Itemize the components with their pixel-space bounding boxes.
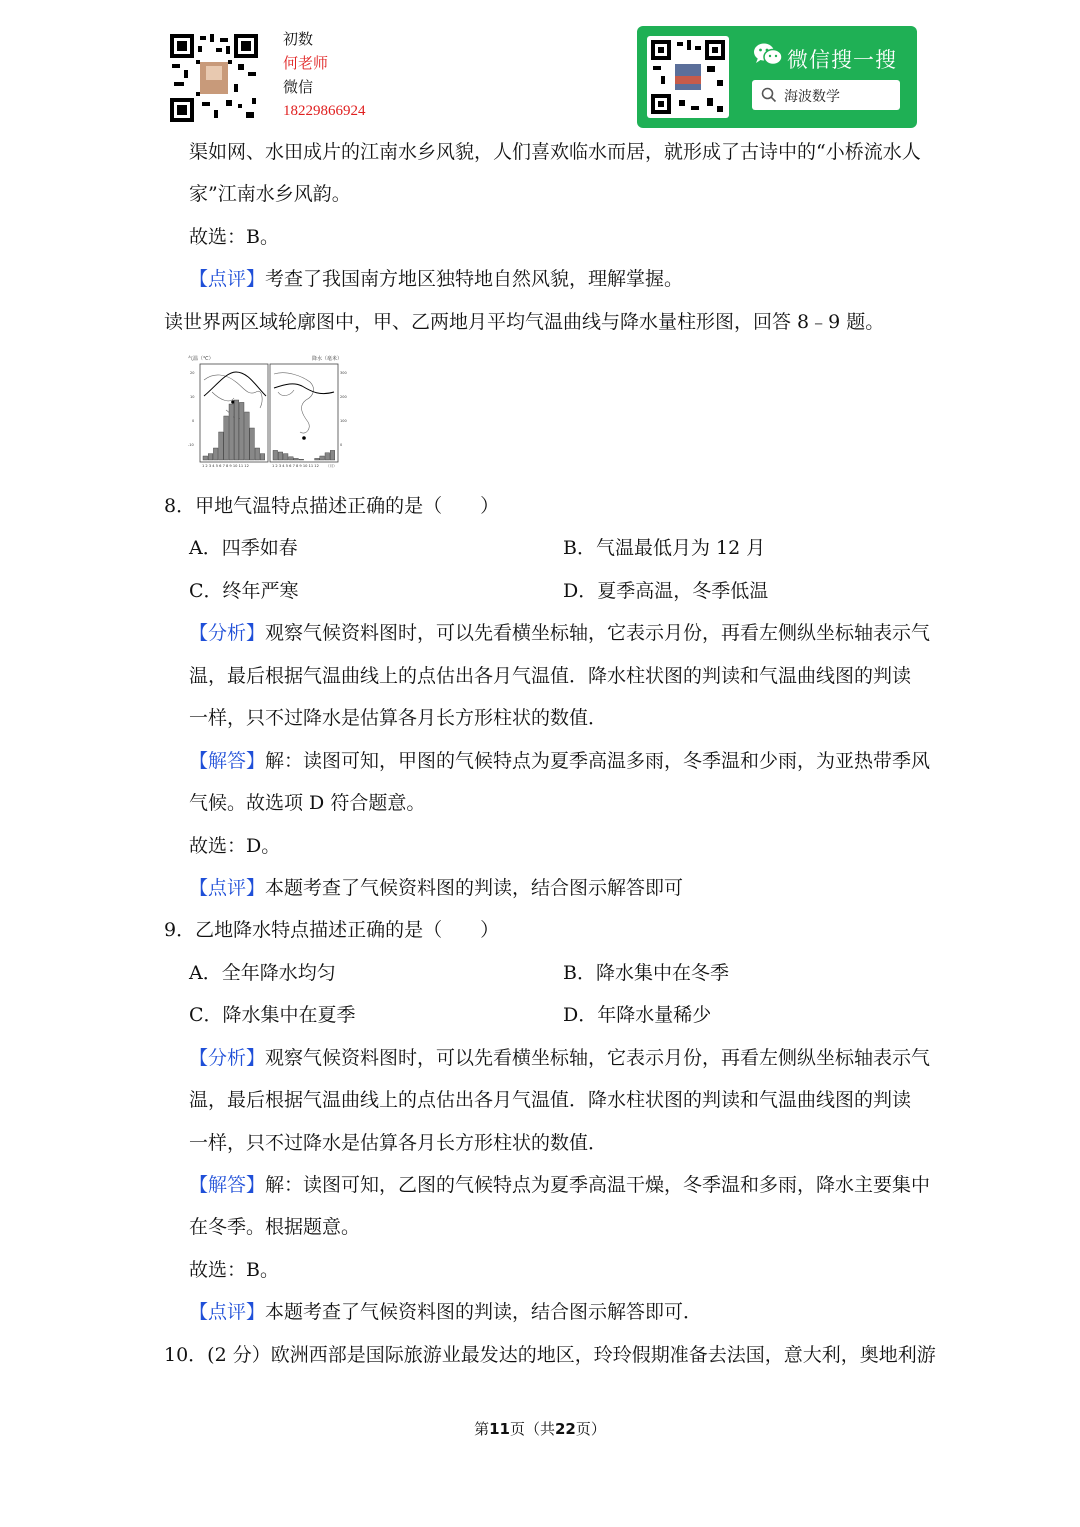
precip-bar bbox=[213, 448, 218, 460]
svg-text:10: 10 bbox=[190, 395, 195, 399]
q8-option-b[interactable]: B．气温最低月为 12 月 bbox=[563, 537, 766, 559]
precip-bar bbox=[208, 454, 213, 460]
q8-choice: 故选：D。 bbox=[189, 835, 281, 857]
q8-review bbox=[189, 875, 683, 901]
precip-bar bbox=[234, 400, 239, 460]
footer-suffix: 页） bbox=[575, 1420, 606, 1438]
analysis-text: 观察气候资料图时，可以先看横坐标轴，它表示月份，再看左侧纵坐标轴表示气 bbox=[265, 622, 931, 644]
left-precip-bars bbox=[203, 400, 265, 460]
q9-answer-line-1 bbox=[189, 1172, 930, 1198]
precip-bar bbox=[245, 412, 250, 460]
review-text: 本题考查了气候资料图的判读，结合图示解答即可． bbox=[265, 1301, 703, 1323]
climate-figure bbox=[186, 352, 356, 470]
p1-choice: 故选：B。 bbox=[189, 226, 279, 248]
wechat-search-text: 海波数学 bbox=[784, 89, 840, 105]
precip-bar bbox=[255, 448, 260, 460]
svg-text:100: 100 bbox=[340, 419, 347, 423]
precip-bar bbox=[260, 454, 265, 460]
q9-analysis-line-3: 一样，只不过降水是估算各月长方形柱状的数值． bbox=[189, 1132, 608, 1154]
q9-stem: 9．乙地降水特点描述正确的是（ ） bbox=[164, 919, 500, 941]
search-icon bbox=[761, 87, 777, 103]
right-precip-bars bbox=[273, 450, 335, 460]
precip-bar bbox=[330, 450, 335, 460]
q8-analysis-line-1 bbox=[189, 620, 930, 646]
precip-bar bbox=[250, 428, 255, 460]
q8-option-d[interactable]: D．夏季高温，冬季低温 bbox=[563, 580, 769, 602]
svg-text:0: 0 bbox=[340, 443, 343, 447]
q9-option-c[interactable]: C．降水集中在夏季 bbox=[189, 1004, 356, 1026]
analysis-tag: 【分析】 bbox=[189, 622, 266, 644]
wechat-search-banner[interactable] bbox=[637, 26, 917, 128]
q8-answer-line-2: 气候。故选项 D 符合题意。 bbox=[189, 792, 426, 814]
svg-text:0: 0 bbox=[192, 419, 195, 423]
page-number: 11 bbox=[489, 1420, 510, 1438]
precip-bar bbox=[320, 456, 325, 460]
answer-tag: 【解答】 bbox=[189, 1174, 266, 1196]
precip-bar bbox=[219, 432, 224, 460]
answer-text: 解：读图可知，乙图的气候特点为夏季高温干燥，冬季温和多雨，降水主要集中 bbox=[265, 1174, 931, 1196]
left-climate-panel bbox=[188, 364, 268, 462]
review-text: 考查了我国南方地区独特地自然风貌，理解掌握。 bbox=[265, 268, 684, 290]
q9-choice: 故选：B。 bbox=[189, 1259, 279, 1281]
right-axis-label: 降水（毫米） bbox=[312, 356, 343, 362]
contact-line-wechat: 微信 bbox=[283, 78, 314, 96]
figure-intro: 读世界两区域轮廓图中，甲、乙两地月平均气温曲线与降水量柱形图，回答 8﹣9 题。 bbox=[164, 311, 885, 333]
q8-analysis-line-3: 一样，只不过降水是估算各月长方形柱状的数值． bbox=[189, 707, 608, 729]
contact-qr-code bbox=[168, 32, 260, 124]
left-axis-label: 气温（℃） bbox=[188, 356, 214, 362]
precip-bar bbox=[229, 404, 234, 460]
analysis-text: 观察气候资料图时，可以先看横坐标轴，它表示月份，再看左侧纵坐标轴表示气 bbox=[265, 1047, 931, 1069]
q9-analysis-line-2: 温，最后根据气温曲线上的点估出各月气温值．降水柱状图的判读和气温曲线图的判读 bbox=[189, 1089, 912, 1111]
precip-bar bbox=[283, 454, 288, 460]
precip-bar bbox=[203, 456, 208, 460]
q8-analysis-line-2: 温，最后根据气温曲线上的点估出各月气温值．降水柱状图的判读和气温曲线图的判读 bbox=[189, 665, 912, 687]
analysis-tag: 【分析】 bbox=[189, 1047, 266, 1069]
svg-text:200: 200 bbox=[340, 395, 347, 399]
precip-bar bbox=[278, 452, 283, 460]
contact-line-phone: 18229866924 bbox=[283, 103, 366, 119]
q8-option-c[interactable]: C．终年严寒 bbox=[189, 580, 299, 602]
q10-stem-line-1: 10．(2 分）欧洲西部是国际旅游业最发达的地区，玲玲假期准备去法国，意大利，奥地利游 bbox=[164, 1344, 936, 1366]
precip-bar bbox=[273, 450, 278, 460]
q8-stem: 8．甲地气温特点描述正确的是（ ） bbox=[164, 495, 500, 517]
review-tag: 【点评】 bbox=[189, 877, 266, 899]
review-text: 本题考查了气候资料图的判读，结合图示解答即可 bbox=[265, 877, 684, 899]
review-tag: 【点评】 bbox=[189, 1301, 266, 1323]
q9-analysis-line-1 bbox=[189, 1045, 930, 1071]
left-month-ticks: 1 2 3 4 5 6 7 8 9 10 11 12 bbox=[202, 464, 249, 468]
q9-answer-line-2: 在冬季。根据题意。 bbox=[189, 1216, 361, 1238]
q9-review bbox=[189, 1299, 702, 1325]
p1-review bbox=[189, 266, 683, 292]
precip-bar bbox=[325, 453, 330, 460]
review-tag: 【点评】 bbox=[189, 268, 266, 290]
precip-bar bbox=[315, 458, 320, 460]
page-footer bbox=[0, 1418, 1080, 1439]
q8-option-a[interactable]: A．四季如春 bbox=[189, 537, 298, 559]
answer-tag: 【解答】 bbox=[189, 750, 266, 772]
wechat-search-title: 微信搜一搜 bbox=[787, 48, 897, 72]
precip-bar bbox=[294, 458, 299, 460]
wechat-search-input[interactable] bbox=[752, 80, 900, 110]
right-climate-panel bbox=[270, 364, 347, 462]
precip-bar bbox=[239, 402, 244, 460]
footer-prefix: 第 bbox=[474, 1420, 490, 1438]
footer-middle: 页（共 bbox=[509, 1420, 555, 1438]
wechat-qr-code bbox=[647, 36, 729, 118]
precip-bar bbox=[289, 457, 294, 460]
svg-text:300: 300 bbox=[340, 371, 347, 375]
p1-line-2: 家”江南水乡风韵。 bbox=[189, 183, 351, 205]
precip-bar bbox=[299, 459, 304, 460]
q9-option-a[interactable]: A．全年降水均匀 bbox=[189, 962, 336, 984]
month-unit: （月） bbox=[326, 464, 337, 468]
p1-line-1: 渠如网、水田成片的江南水乡风貌，人们喜欢临水而居，就形成了古诗中的“小桥流水人 bbox=[189, 141, 921, 163]
q8-answer-line-1 bbox=[189, 748, 930, 774]
svg-text:-10: -10 bbox=[188, 443, 194, 447]
right-month-ticks: 1 2 3 4 5 6 7 8 9 10 11 12 bbox=[272, 464, 319, 468]
answer-text: 解：读图可知，甲图的气候特点为夏季高温多雨，冬季温和少雨，为亚热带季风 bbox=[265, 750, 931, 772]
wechat-logo-icon bbox=[753, 42, 783, 68]
contact-info bbox=[283, 27, 366, 123]
precip-bar bbox=[224, 416, 229, 460]
svg-text:20: 20 bbox=[190, 371, 195, 375]
contact-line-subject: 初数 bbox=[283, 30, 314, 48]
q9-option-b[interactable]: B．降水集中在冬季 bbox=[563, 962, 729, 984]
page-total: 22 bbox=[555, 1420, 576, 1438]
contact-line-teacher: 何老师 bbox=[283, 54, 329, 72]
q9-option-d[interactable]: D．年降水量稀少 bbox=[563, 1004, 712, 1026]
